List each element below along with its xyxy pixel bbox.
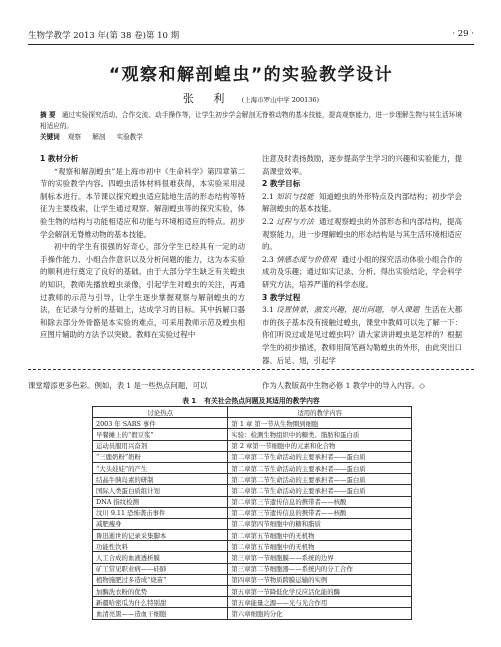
- subsection-title: 知识与技能: [276, 191, 314, 201]
- subsection: [262, 191, 462, 216]
- topic-cell: DNA 指纹检测: [93, 496, 228, 507]
- topic-cell: 早餐摊上的“假豆浆”: [93, 429, 228, 440]
- topic-cell: 加酶洗衣粉的优势: [93, 586, 228, 597]
- subsection: [262, 254, 462, 292]
- subsection: [262, 216, 462, 254]
- table-row: [93, 429, 412, 440]
- keywords: [40, 131, 462, 141]
- section-heading: 2 教学目标: [262, 179, 301, 189]
- section-heading: 3 教学过程: [262, 292, 301, 302]
- author-affiliation: (上海市罗山中学 200136): [241, 96, 320, 104]
- keyword-item: 实验教学: [116, 133, 143, 141]
- table-row: [93, 597, 412, 608]
- subsection-title: 情感态度与价值观: [276, 254, 337, 264]
- topic-cell: 植物施肥过多造成“烧苗”: [93, 574, 228, 585]
- subsection-number: 2.1: [262, 191, 274, 201]
- table-row: [93, 451, 412, 462]
- table-row: [93, 563, 412, 574]
- topic-cell: 运动员服用兴奋剂: [93, 440, 228, 451]
- content-cell: 第 1 章 第一节从生物圈到细胞: [228, 418, 412, 429]
- table-header-row: [93, 407, 412, 418]
- content-cell: 第四章第一节物质跨膜运输的实例: [228, 574, 412, 585]
- right-column: [262, 153, 462, 367]
- content-cell: 第二章第二节生命活动的主要承担者——蛋白质: [228, 451, 412, 462]
- topic-cell: 汶川 9.11 恐怖袭击事件: [93, 507, 228, 518]
- page-number: · 29 ·: [452, 29, 474, 39]
- topic-cell: 功能性饮料: [93, 541, 228, 552]
- content-cell: 第二章第二节生命活动的主要承担者——蛋白质: [228, 462, 412, 473]
- author-line: [28, 90, 474, 106]
- subsection-number: 3.1: [262, 305, 274, 315]
- topic-cell: 矿工常见职业病——硅肺: [93, 563, 228, 574]
- article-divider: [28, 369, 474, 370]
- content-cell: 第三章第一节细胞膜——系统的边界: [228, 552, 412, 563]
- abstract-label: 摘 要: [40, 111, 56, 119]
- content-cell: 第二章第五节细胞中的无机物: [228, 541, 412, 552]
- abstract: [40, 110, 462, 131]
- author-name: 张 利: [182, 92, 233, 105]
- content-cell: 第五章能量之源——光与光合作用: [228, 597, 412, 608]
- table-row: [93, 462, 412, 473]
- topic-cell: 新疆哈密瓜为什么特别甜: [93, 597, 228, 608]
- subsection-number: 2.3: [262, 254, 274, 264]
- subsection-number: 2.2: [262, 216, 274, 226]
- keyword-item: 观察: [67, 133, 82, 141]
- topic-cell: “大头娃娃”的产生: [93, 462, 228, 473]
- table-number: 表 1: [182, 397, 197, 405]
- paragraph: “观察和解剖蝗虫”是上海市初中《生命科学》第四章第二节的实验教学内容。四蝗虫活体材料很难获得，本实验采用浸制标本进行。本节课以探究蝗虫适应陆地生活的形态结构等特征为主要线索，让学生通过观察、解剖蝗虫等的探究实验，体验生物的结构与功能相适应和功能与环境相适应的特点。初步学会解剖无脊椎动物的基本技能。: [40, 166, 245, 239]
- topic-cell: 鲁迅逝世的记录采集脚本: [93, 530, 228, 541]
- content-cell: 第 2 章第一节细胞中的元素和化合物: [228, 440, 412, 451]
- content-cell: 第二章第二节生命活动的主要承担者——蛋白质: [228, 485, 412, 496]
- article-title: “观察和解剖蝗虫”的实验教学设计: [108, 65, 394, 85]
- content-cell: 第六章细胞的分化: [228, 608, 412, 619]
- topic-cell: “三鹿奶粉”奶粉: [93, 451, 228, 462]
- content-cell: 实验：检测生物组织中的糖类、脂肪和蛋白质: [228, 429, 412, 440]
- section-heading: 1 教材分析: [40, 154, 79, 163]
- previous-article-text: 课堂增添更多色彩。例如，表 1 是一些热点问题，可以: [28, 381, 208, 390]
- subsection-text: 通过观察蝗虫的外部形态和内部结构，提高观察能力，进一步理解蝗虫的形态结构是与其生活环境相适应的。: [262, 216, 462, 252]
- hot-topics-table: [92, 406, 412, 620]
- subsection-title: 过程与方法: [276, 216, 314, 226]
- topic-cell: 人工合成的血液透析膜: [93, 552, 228, 563]
- subsection-text: 生活在大都市的孩子基本没有接触过蝗虫，课堂中教师可以先了解一下：你们听说过或是见过蝗虫吗？请大家讲讲蝗虫是怎样的？根据学生的初步描述，教师用简笔画勾勒蝗虫的外形，由此突出口器、后足、翅，引起学: [262, 305, 462, 365]
- table-title: 有关社会热点问题及其适用的教学内容: [204, 397, 320, 405]
- left-column: [40, 153, 245, 342]
- keywords-label: 关键词: [40, 133, 60, 141]
- content-cell: 第二章第四节细胞中的糖和脂质: [228, 518, 412, 529]
- header-rule: [28, 44, 474, 45]
- topic-cell: 国际人类蛋白质组计划: [93, 485, 228, 496]
- previous-article-text-right: 作为人教版高中生物必修 1 教学中的导入内容。◇: [262, 381, 425, 390]
- table-row: [93, 530, 412, 541]
- journal-name: 生物学教学 2013 年(第 38 卷)第 10 期: [28, 31, 180, 41]
- paragraph: 注意及时表扬鼓励，逐步提高学生学习的兴趣和实验能力，提高课堂效率。: [262, 154, 462, 176]
- table-row: [93, 586, 412, 597]
- paragraph: 初中的学生有很强的好奇心，部分学生已经具有一定的动手操作能力、小组合作意识以及分析问题的能力，这为本实验的顺利进行奠定了良好的基础。由于大部分学生缺乏有关蝗虫的知识，教师先播放蝗虫录像，引起学生对蝗虫的关注，再通过教师的示范与引导，让学生逐步掌握观察与解剖蝗虫的方法，在记录与分析的基础上，达成学习的目标。其中拆解口器和除去部分外骨骼是本实验的难点，可采用教师示范及蝗虫相应图片辅助的方法予以突破。教师在实验过程中: [40, 242, 245, 340]
- table-header-cell: 讨论热点: [93, 407, 228, 418]
- table-row: [93, 485, 412, 496]
- table-row: [93, 574, 412, 585]
- table-body: [93, 418, 412, 619]
- table-row: [93, 496, 412, 507]
- content-cell: 第二章第五节细胞中的无机物: [228, 530, 412, 541]
- table-row: [93, 474, 412, 485]
- table-row: [93, 518, 412, 529]
- abstract-text: 通过实验探究活动、合作交流、动手操作等，让学生初步学会解剖无脊椎动物的基本技能，提高观察能力，进一步理解生物与其生活环境相适应的。: [40, 111, 463, 130]
- keyword-item: 解剖: [92, 133, 106, 141]
- table-row: [93, 440, 412, 451]
- content-cell: 第二章第三节遗传信息的携带者——核酸: [228, 507, 412, 518]
- subsection-text: 知道蝗虫的外形特点及内部结构；初步学会解剖蝗虫的基本技能。: [262, 191, 462, 214]
- topic-cell: 2003 年 SARS 事件: [93, 418, 228, 429]
- content-cell: 第五章第一节降低化学反应活化能的酶: [228, 586, 412, 597]
- table-row: [93, 541, 412, 552]
- table-row: [93, 608, 412, 619]
- table-caption: [28, 395, 474, 405]
- topic-cell: 结晶牛胰岛素的研制: [93, 474, 228, 485]
- subsection-text: 通过小组的探究活动体验小组合作的成功及乐趣；通过如实记录、分析、得出实验结论，学会科学研究方法，培养严谨的科学态度。: [262, 254, 462, 289]
- topic-cell: 血清亮黑——造血干细胞: [93, 608, 228, 619]
- content-cell: 第二章第二节生命活动的主要承担者——蛋白质: [228, 474, 412, 485]
- content-cell: 第三章第二节细胞器——系统内的分工合作: [228, 563, 412, 574]
- table-row: [93, 507, 412, 518]
- table-row: [93, 418, 412, 429]
- table-header-cell: 适用的教学内容: [228, 407, 412, 418]
- subsection: [262, 304, 462, 367]
- running-head: [28, 29, 474, 43]
- subsection-title: 设置情景，激发兴趣，提出问题，导入课题: [276, 305, 420, 315]
- table-row: [93, 552, 412, 563]
- topic-cell: 减肥瘦身: [93, 518, 228, 529]
- content-cell: 第二章第三节遗传信息的携带者——核酸: [228, 496, 412, 507]
